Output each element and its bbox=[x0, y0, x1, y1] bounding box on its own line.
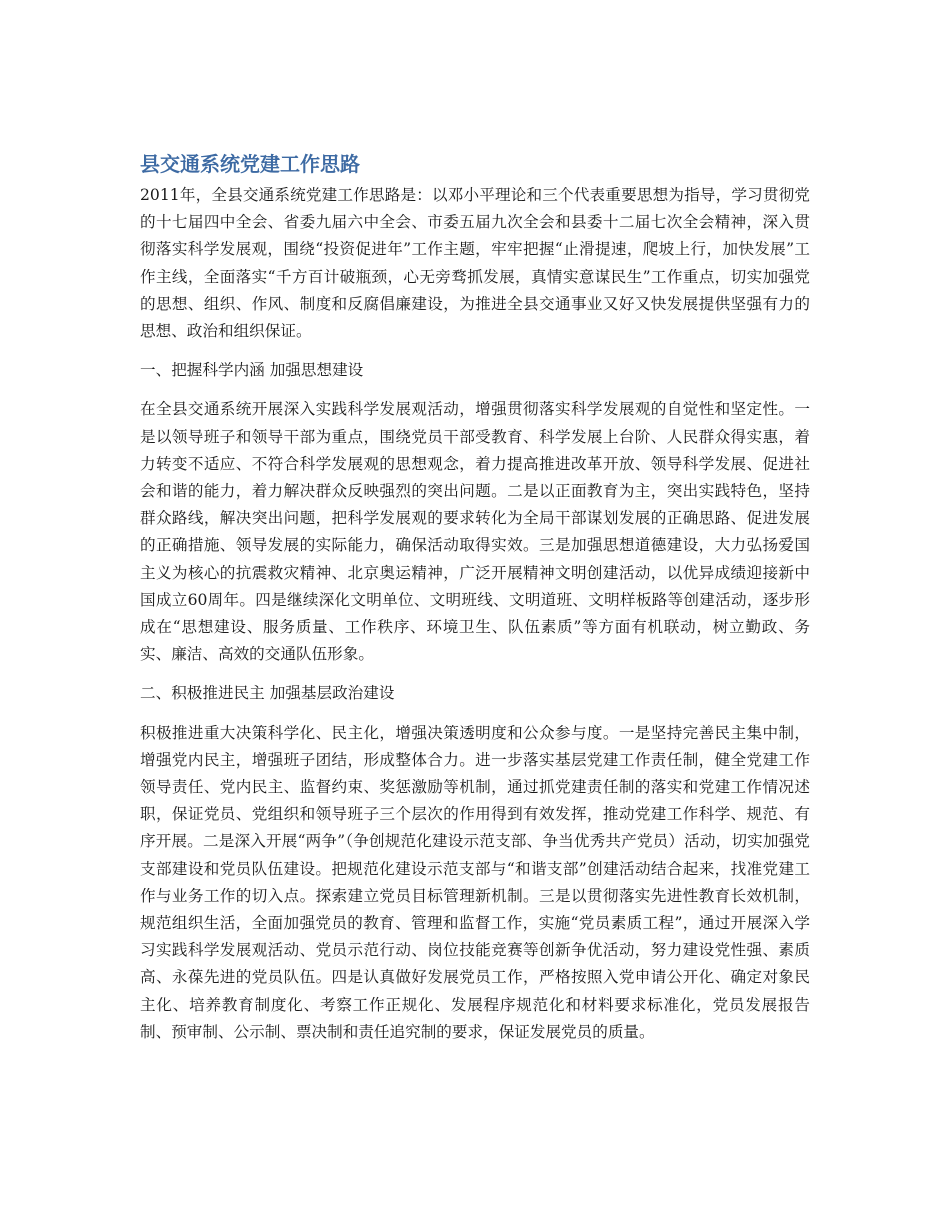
section-body-1: 在全县交通系统开展深入实践科学发展观活动，增强贯彻落实科学发展观的自觉性和坚定性。一是以领导班子和领导干部为重点，围绕党员干部受教育、科学发展上台阶、人民群众得实惠，着力转变不适应、不符合科学发展观的思想观念，着力提高推进改革开放、领导科学发展、促进社会和谐的能力，着力解决群众反映强烈的突出问题。二是以正面教育为主，突出实践特色，坚持群众路线，解决突出问题，把科学发展观的要求转化为全局干部谋划发展的正确思路、促进发展的正确措施、领导发展的实际能力，确保活动取得实效。三是加强思想道德建设，大力弘扬爱国主义为核心的抗震救灾精神、北京奥运精神，广泛开展精神文明创建活动，以优异成绩迎接新中国成立60周年。四是继续深化文明单位、文明班线、文明道班、文明样板路等创建活动，逐步形成在“思想建设、服务质量、工作秩序、环境卫生、队伍素质”等方面有机联动，树立勤政、务实、廉洁、高效的交通队伍形象。 bbox=[140, 400, 810, 664]
document-title: 县交通系统党建工作思路 bbox=[140, 152, 360, 176]
section-body-2: 积极推进重大决策科学化、民主化，增强决策透明度和公众参与度。一是坚持完善民主集中制，增强党内民主，增强班子团结，形成整体合力。进一步落实基层党建工作责任制，健全党建工作领导责任、党内民主、监督约束、奖惩激励等机制，通过抓党建责任制的落实和党建工作情况述职，保证党员、党组织和领导班子三个层次的作用得到有效发挥，推动党建工作科学、规范、有序开展。二是深入开展“两争”（争创规范化建设示范支部、争当优秀共产党员）活动，切实加强党支部建设和党员队伍建设。把规范化建设示范支部与“和谐支部”创建活动结合起来，找准党建工作与业务工作的切入点。探索建立党员目标管理新机制。三是以贯彻落实先进性教育长效机制，规范组织生活，全面加强党员的教育、管理和监督工作，实施“党员素质工程”，通过开展深入学习实践科学发展观活动、党员示范行动、岗位技能竞赛等创新争优活动，努力建设党性强、素质高、永葆先进的党员队伍。四是认真做好发展党员工作，严格按照入党申请公开化、确定对象民主化、培养教育制度化、考察工作正规化、发展程序规范化和材料要求标准化，党员发展报告制、预审制、公示制、票决制和责任追究制的要求，保证发展党员的质量。 bbox=[140, 723, 810, 1041]
document-body bbox=[140, 150, 810, 1046]
section-heading-2: 二、积极推进民主 加强基层政治建设 bbox=[140, 684, 395, 703]
section-heading-1: 一、把握科学内涵 加强思想建设 bbox=[140, 361, 364, 380]
intro-paragraph: 2011年，全县交通系统党建工作思路是：以邓小平理论和三个代表重要思想为指导，学习贯彻党的十七届四中全会、省委九届六中全会、市委五届九次全会和县委十二届七次全会精神，深入贯彻落实科学发展观，围绕“投资促进年”工作主题，牢牢把握“止滑提速，爬坡上行，加快发展”工作主线，全面落实“千方百计破瓶颈，心无旁骛抓发展，真情实意谋民生”工作重点，切实加强党的思想、组织、作风、制度和反腐倡廉建设，为推进全县交通事业又好又快发展提供坚强有力的思想、政治和组织保证。 bbox=[140, 186, 810, 341]
